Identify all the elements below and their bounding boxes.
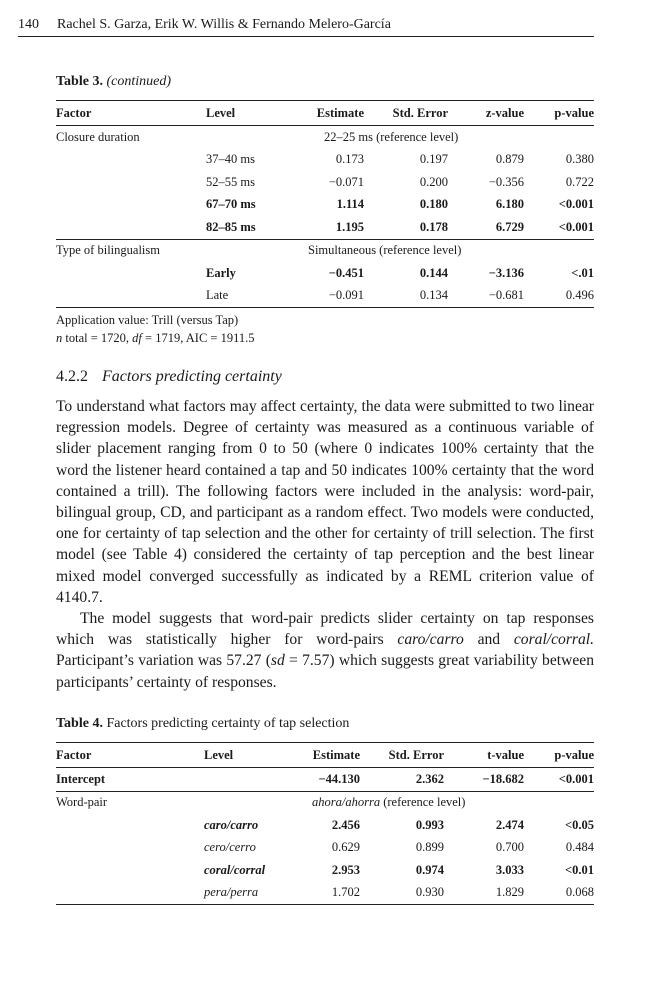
reference-level-cell: Simultaneous (reference level) (308, 243, 462, 258)
pvalue-cell: 0.722 (565, 174, 594, 189)
table-row (56, 262, 594, 285)
pvalue-cell: <0.01 (565, 862, 594, 877)
tvalue-cell: 0.700 (495, 840, 524, 855)
table-row (56, 837, 594, 860)
table4-col-level: Level (204, 747, 234, 762)
table-row (56, 239, 594, 262)
pvalue-cell: <0.05 (565, 817, 594, 832)
table4-col-tvalue: t-value (487, 747, 524, 762)
stderror-cell: 0.134 (419, 288, 448, 303)
estimate-cell: 2.953 (331, 862, 360, 877)
tvalue-cell: 2.474 (495, 817, 524, 832)
factor-cell: Type of bilingualism (56, 243, 160, 258)
section-title: Factors predicting certainty (102, 368, 282, 385)
stderror-cell: 0.200 (419, 174, 448, 189)
stderror-cell: 2.362 (415, 771, 444, 786)
table-row (56, 216, 594, 239)
zvalue-cell: 6.729 (495, 219, 524, 234)
zvalue-cell: 0.879 (495, 152, 524, 167)
estimate-cell: 1.195 (335, 219, 364, 234)
table-row (56, 126, 594, 149)
table3 (56, 100, 594, 308)
tvalue-cell: 3.033 (495, 862, 524, 877)
tvalue-cell: −18.682 (482, 771, 524, 786)
pvalue-cell: 0.496 (565, 288, 594, 303)
section-number: 4.2.2 (56, 368, 88, 385)
table3-col-factor: Factor (56, 105, 92, 120)
estimate-cell: 1.114 (336, 197, 364, 212)
estimate-cell: −0.071 (328, 174, 364, 189)
stderror-cell: 0.974 (415, 862, 444, 877)
table3-caption-text: (continued) (106, 74, 171, 89)
level-cell: caro/carro (204, 817, 259, 832)
table3-col-stderror: Std. Error (392, 105, 448, 120)
note-df: df (132, 331, 142, 345)
reference-level-cell (304, 791, 594, 814)
level-cell: 82–85 ms (206, 219, 256, 234)
estimate-cell: −44.130 (318, 771, 360, 786)
page-number: 140 (18, 17, 39, 32)
pvalue-cell: 0.380 (565, 152, 594, 167)
table4 (56, 742, 594, 905)
table-row (56, 149, 594, 172)
table3-note-line1: Application value: Trill (versus Tap) (56, 313, 239, 327)
table3-col-level: Level (206, 105, 236, 120)
table4-header-row (56, 743, 594, 768)
table-row (56, 285, 594, 308)
level-cell: 67–70 ms (206, 197, 256, 212)
zvalue-cell: −0.356 (488, 174, 524, 189)
stderror-cell: 0.180 (419, 197, 448, 212)
pvalue-cell: <0.001 (558, 771, 594, 786)
stderror-cell: 0.144 (419, 265, 448, 280)
estimate-cell: 1.702 (331, 885, 360, 900)
stderror-cell: 0.197 (419, 152, 448, 167)
tvalue-cell: 1.829 (495, 885, 524, 900)
level-cell: pera/perra (204, 885, 259, 900)
paragraph-2 (56, 608, 594, 693)
level-cell: 52–55 ms (206, 174, 255, 189)
level-cell: coral/corral (204, 862, 266, 877)
estimate-cell: −0.451 (328, 265, 364, 280)
paragraph-1: To understand what factors may affect certainty, the data were submitted to two linear regression models. Degree of certainty was measured as a continuous variable of slider placement ranging from 0 to 50 (where 0 indicates 100% certainty that the word the listener heard contained a tap and 50 indicates 100% certainty that the word contained a trill). The following factors were included in the analysis: word-pair, bilingual group, CD, and participant as a random effect. Two models were conducted, one for certainty of tap selection and the other for certainty of trill selection. The first model (see Table 4) considered the certainty of tap perception and the best linear mixed model converged successfully as indicated by a REML criterion value of 4140.7. (56, 398, 594, 606)
table-row (56, 171, 594, 194)
running-header (18, 14, 594, 37)
sd-symbol: sd (270, 652, 285, 670)
estimate-cell: 2.456 (331, 817, 360, 832)
pvalue-cell: <0.001 (558, 197, 594, 212)
factor-cell: Word-pair (56, 795, 108, 810)
reference-label: (reference level) (380, 795, 466, 810)
paragraph-2-text-c: Participant’s variation was 57.27 ( (56, 652, 271, 670)
stderror-cell: 0.178 (419, 219, 448, 234)
table3-col-pvalue: p-value (554, 105, 594, 120)
note-total: total = 1720, (62, 331, 133, 345)
zvalue-cell: −0.681 (488, 288, 524, 303)
reference-word-pair: ahora/ahorra (312, 795, 381, 810)
estimate-cell: −0.091 (328, 288, 364, 303)
zvalue-cell: 6.180 (495, 197, 524, 212)
table4-col-stderror: Std. Error (388, 747, 444, 762)
level-cell: 37–40 ms (206, 152, 255, 167)
factor-cell: Intercept (56, 771, 106, 786)
paragraph-2-text-b: and (463, 631, 514, 649)
section-heading (56, 368, 282, 386)
factor-cell: Closure duration (56, 129, 140, 144)
zvalue-cell: −3.136 (488, 265, 524, 280)
paragraph-2-text-a: The model suggests that word-pair predicts slider certainty on tap responses which was statistically higher for word-pairs (56, 610, 594, 649)
reference-level-cell: 22–25 ms (reference level) (324, 129, 459, 144)
table4-caption-text: Factors predicting certainty of tap selection (106, 716, 350, 731)
level-cell: Early (206, 265, 236, 280)
header-authors: Rachel S. Garza, Erik W. Willis & Fernando Melero-García (57, 17, 391, 32)
estimate-cell: 0.173 (335, 152, 364, 167)
table4-caption-label: Table 4. (56, 716, 103, 731)
note-rest: = 1719, AIC = 1911.5 (141, 331, 255, 345)
table3-note (56, 311, 255, 347)
table4-caption (56, 716, 349, 732)
note-n: n (56, 331, 63, 345)
table3-col-estimate: Estimate (316, 105, 364, 120)
level-cell: cero/cerro (204, 840, 256, 855)
stderror-cell: 0.899 (415, 840, 444, 855)
body-text (56, 396, 594, 693)
level-cell: Late (206, 288, 229, 303)
stderror-cell: 0.930 (415, 885, 444, 900)
table-row (56, 882, 594, 905)
pvalue-cell: <0.001 (558, 219, 594, 234)
pvalue-cell: 0.484 (565, 840, 594, 855)
pvalue-cell: <.01 (571, 265, 594, 280)
table3-col-zvalue: z-value (485, 105, 524, 120)
table-row (56, 194, 594, 217)
table3-caption (56, 74, 171, 90)
paragraph-2-text-d: = 7.57) which suggests great variability between participants’ certainty of responses. (56, 652, 594, 691)
table3-caption-label: Table 3. (56, 74, 103, 89)
estimate-cell: 0.629 (331, 840, 360, 855)
pvalue-cell: 0.068 (565, 885, 594, 900)
stderror-cell: 0.993 (415, 817, 444, 832)
table-row (56, 814, 594, 837)
table4-col-factor: Factor (56, 747, 92, 762)
word-pair-coral: coral/corral. (513, 631, 594, 649)
table4-col-estimate: Estimate (312, 747, 360, 762)
table3-header-row (56, 101, 594, 126)
word-pair-caro: caro/carro (397, 631, 464, 649)
table3-note-line2 (56, 329, 255, 347)
table-row (56, 859, 594, 882)
table-row (56, 768, 594, 792)
table4-col-pvalue: p-value (554, 747, 594, 762)
table-row (56, 791, 594, 814)
